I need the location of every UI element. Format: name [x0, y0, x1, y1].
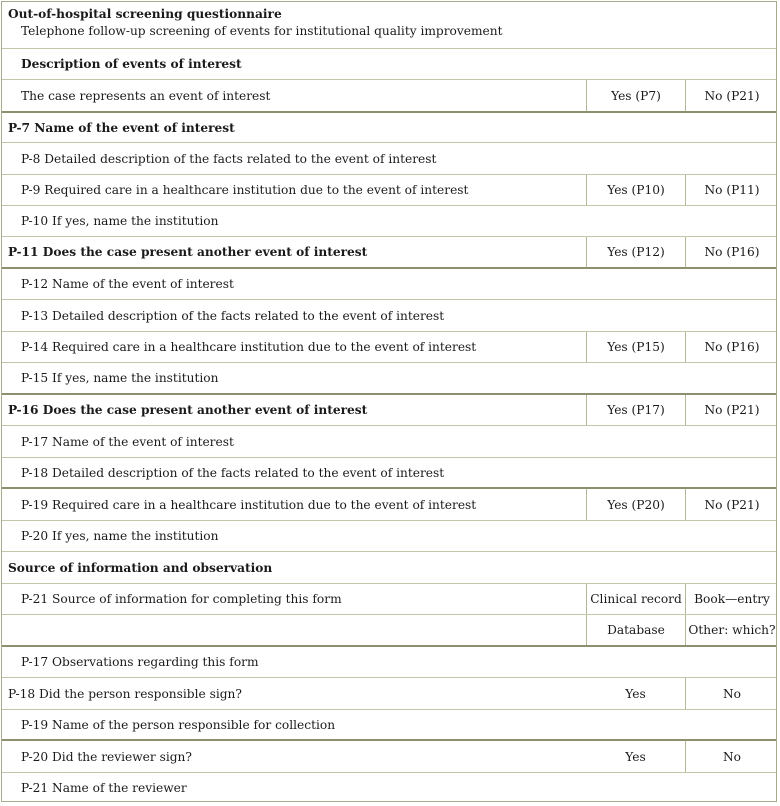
question-label: P-12 Name of the event of interest [21, 277, 234, 291]
question-row [2, 206, 776, 237]
question-row [2, 584, 776, 615]
no-option[interactable]: No [685, 741, 778, 772]
yes-option[interactable]: Yes [625, 686, 646, 701]
question-row [2, 647, 776, 678]
question-row [2, 615, 776, 647]
yes-option[interactable]: Yes (P12) [586, 237, 685, 267]
question-row [2, 426, 776, 458]
question-label: P-15 If yes, name the institution [21, 371, 219, 385]
question-label: P-19 Required care in a healthcare institution due to the event of interest [21, 497, 477, 512]
question-label: P-7 Name of the event of interest [8, 120, 235, 135]
yes-option[interactable]: Yes [625, 749, 646, 764]
question-row [2, 80, 776, 113]
question-row [2, 175, 776, 206]
question-row [2, 363, 776, 395]
question-row [2, 332, 776, 363]
question-row [2, 237, 776, 269]
question-label: P-14 Required care in a healthcare institution due to the event of interest [21, 340, 477, 354]
question-row [2, 300, 776, 332]
section-title: Source of information and observation [8, 560, 273, 575]
question-row [2, 710, 776, 741]
question-label: P-8 Detailed description of the facts related to the event of interest [21, 151, 437, 166]
section-title: Description of events of interest [21, 57, 242, 71]
question-label: The case represents an event of interest [21, 88, 271, 103]
question-row [2, 741, 776, 773]
yes-option[interactable]: Yes (P15) [586, 332, 685, 362]
question-label: P-20 Did the reviewer sign? [21, 749, 192, 764]
book-entry-option[interactable]: Book—entry [685, 584, 778, 614]
question-row [2, 773, 776, 802]
question-row [2, 678, 776, 710]
no-option[interactable]: No (P21) [685, 395, 778, 425]
question-label: P-21 Name of the reviewer [21, 780, 187, 795]
form-header [2, 2, 776, 49]
yes-option[interactable]: Yes (P20) [586, 489, 685, 520]
question-row [2, 143, 776, 175]
question-label: P-11 Does the case present another event of interest [8, 245, 368, 259]
no-option[interactable]: No (P11) [685, 175, 778, 205]
question-label: P-9 Required care in a healthcare institution due to the event of interest [21, 183, 469, 197]
question-row [2, 395, 776, 426]
no-option[interactable]: No (P16) [685, 237, 778, 267]
question-row [2, 269, 776, 300]
question-label: P-16 Does the case present another event of interest [8, 403, 368, 417]
section-header-events [2, 49, 776, 80]
question-label: P-13 Detailed description of the facts related to the event of interest [21, 308, 445, 323]
question-label: P-17 Name of the event of interest [21, 434, 234, 449]
question-row [2, 521, 776, 552]
question-label: P-20 If yes, name the institution [21, 529, 219, 543]
clinical-record-option[interactable]: Clinical record [586, 584, 685, 614]
other-option[interactable]: Other: which? [685, 615, 778, 645]
question-row [2, 458, 776, 489]
database-option[interactable]: Database [586, 615, 685, 645]
question-row [2, 113, 776, 143]
yes-option[interactable]: Yes (P7) [586, 80, 685, 111]
question-label: P-21 Source of information for completing this form [21, 592, 342, 606]
yes-option[interactable]: Yes (P17) [586, 395, 685, 425]
no-option[interactable]: No [685, 678, 778, 709]
question-label: P-18 Did the person responsible sign? [8, 686, 242, 701]
no-option[interactable]: No (P21) [685, 80, 778, 111]
question-row [2, 489, 776, 521]
no-option[interactable]: No (P16) [685, 332, 778, 362]
yes-option[interactable]: Yes (P10) [586, 175, 685, 205]
question-label: P-19 Name of the person responsible for collection [21, 717, 336, 732]
question-label: P-17 Observations regarding this form [21, 655, 259, 669]
question-label: P-10 If yes, name the institution [21, 214, 219, 228]
questionnaire-form [1, 1, 777, 802]
form-title: Out-of-hospital screening questionnaire [8, 7, 282, 21]
question-label: P-18 Detailed description of the facts related to the event of interest [21, 465, 445, 480]
section-header-source [2, 552, 776, 584]
form-subtitle: Telephone follow-up screening of events for institutional quality improvement [21, 24, 503, 38]
no-option[interactable]: No (P21) [685, 489, 778, 520]
